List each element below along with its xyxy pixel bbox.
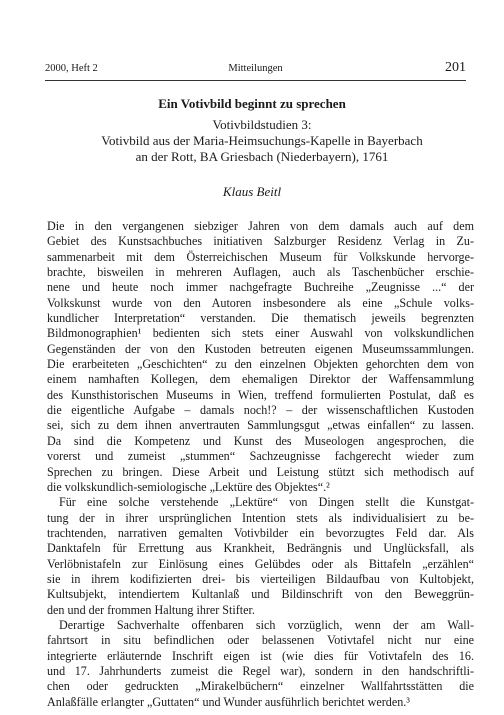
header-rule xyxy=(45,80,466,81)
subtitle-line: an der Rott, BA Griesbach (Niederbayern), 1761 xyxy=(135,149,389,164)
body-line: Bildmonographien¹ bedienten sich stets einer Auswahl von volkskundlichen xyxy=(47,326,474,341)
body-line: sie in ihrem kodifizierten drei- bis vierteiligen Bildaufbau von Kultobjekt, xyxy=(47,571,474,586)
subtitle-line: Votivbildstudien 3: xyxy=(212,117,312,132)
body-line: Anlaßfälle erlangter „Guttaten“ und Wunder ausführlich berichtet werden.³ xyxy=(47,694,410,709)
article-body xyxy=(47,219,474,710)
body-line: nene und heute noch immer nachgefragte Buchreihe „Zeugnisse ...“ der xyxy=(47,280,474,295)
body-line: fahrtsort in situ befindlichen oder belassenen Votivtafel nicht nur eine xyxy=(47,633,474,648)
body-line: Kultsubjekt, intendiertem Kultanlaß und Bildinschrift von den Beweggrün- xyxy=(47,587,474,602)
body-line: Gebiet des Kunstsachbuches initiativen Salzburger Residenz Verlag in Zu- xyxy=(47,234,474,249)
body-line: Da sind die Kompetenz und Kunst des Museologen angesprochen, die xyxy=(47,433,474,448)
body-line: tung der in ihrer ursprünglichen Intention stets als individualisiert zu be- xyxy=(47,510,474,525)
body-line: die eigentliche Aufgabe – damals noch!? – der wissenschaftlichen Kustoden xyxy=(47,403,474,418)
subtitle-line: Votivbild aus der Maria-Heimsuchungs-Kapelle in Bayerbach xyxy=(101,133,423,148)
body-line: Verlöbnistafeln zur Einlösung eines Gelübdes oder als Bittafeln „erzählen“ xyxy=(47,556,474,571)
body-line: sammenarbeit mit dem Österreichischen Museum für Volkskunde hervorge- xyxy=(47,249,474,264)
body-line: Sprechen zu bringen. Diese Arbeit und Leistung stützt sich methodisch auf xyxy=(47,464,474,479)
body-line: vorerst und zumeist „stummen“ Sachzeugnisse fachgerecht wieder zum xyxy=(47,449,474,464)
article-subtitle xyxy=(60,117,464,165)
body-line: trachtenden, narrativen gemalten Votivbilder ein bevorzugtes Feld dar. Als xyxy=(47,525,474,540)
journal-issue: 2000, Heft 2 xyxy=(45,63,98,74)
body-line: und 17. Jahrhunderts zumeist die Regel war), sondern in den handschriftli- xyxy=(47,663,474,678)
body-line: chen oder gedruckten „Mirakelbüchern“ einzelner Wallfahrtsstätten die xyxy=(47,679,474,694)
body-line: Gegenständen der von den Kustoden betreuten eigenen Museumssammlungen. xyxy=(47,341,474,356)
author-name: Klaus Beitl xyxy=(222,184,282,199)
body-line: Volkskunst wurde von den Autoren insbesondere als eine „Schule volks- xyxy=(47,295,474,310)
body-line: Die in den vergangenen siebziger Jahren von dem damals auch auf dem xyxy=(47,219,474,233)
body-line: die volkskundlich-semiologische „Lektüre des Objektes“.² xyxy=(47,479,330,494)
body-line: Für eine solche verstehende „Lektüre“ von Dingen stellt die Kunstgat- xyxy=(59,495,474,510)
body-line: sei, sich zu dem ihnen anvertrauten Sammlungsgut „etwas einfallen“ zu lassen. xyxy=(47,418,474,433)
body-line: kundlicher Interpretation“ verstanden. Die thematisch jeweils begrenzten xyxy=(47,311,474,326)
body-line: Danktafeln für Errettung aus Krankheit, Bedrängnis und Unglücksfall, als xyxy=(47,541,474,556)
running-header xyxy=(45,60,466,78)
body-line: des Kunsthistorischen Museums in Wien, treffend formulierten Postulat, daß es xyxy=(47,387,474,402)
section-name: Mitteilungen xyxy=(228,63,283,74)
body-line: brachte, bisweilen in mehreren Auflagen, auch als Taschenbücher erschie- xyxy=(47,265,474,280)
body-line: integrierte erläuternde Inschrift eigen ist (wie dies für Votivtafeln des 16. xyxy=(47,648,474,663)
body-line: Derartige Sachverhalte offenbaren sich vorzüglich, wenn der am Wall- xyxy=(59,617,474,632)
article-title: Ein Votivbild beginnt zu sprechen xyxy=(158,96,346,111)
page-number: 201 xyxy=(445,60,466,75)
body-line: den und der frommen Haltung ihrer Stifter. xyxy=(47,602,255,617)
body-line: einem namhaften Kollegen, dem ehemaligen Direktor der Waffensammlung xyxy=(47,372,474,387)
body-line: Die erarbeiteten „Geschichten“ zu den einzelnen Objekten gehorchten dem von xyxy=(47,357,474,372)
